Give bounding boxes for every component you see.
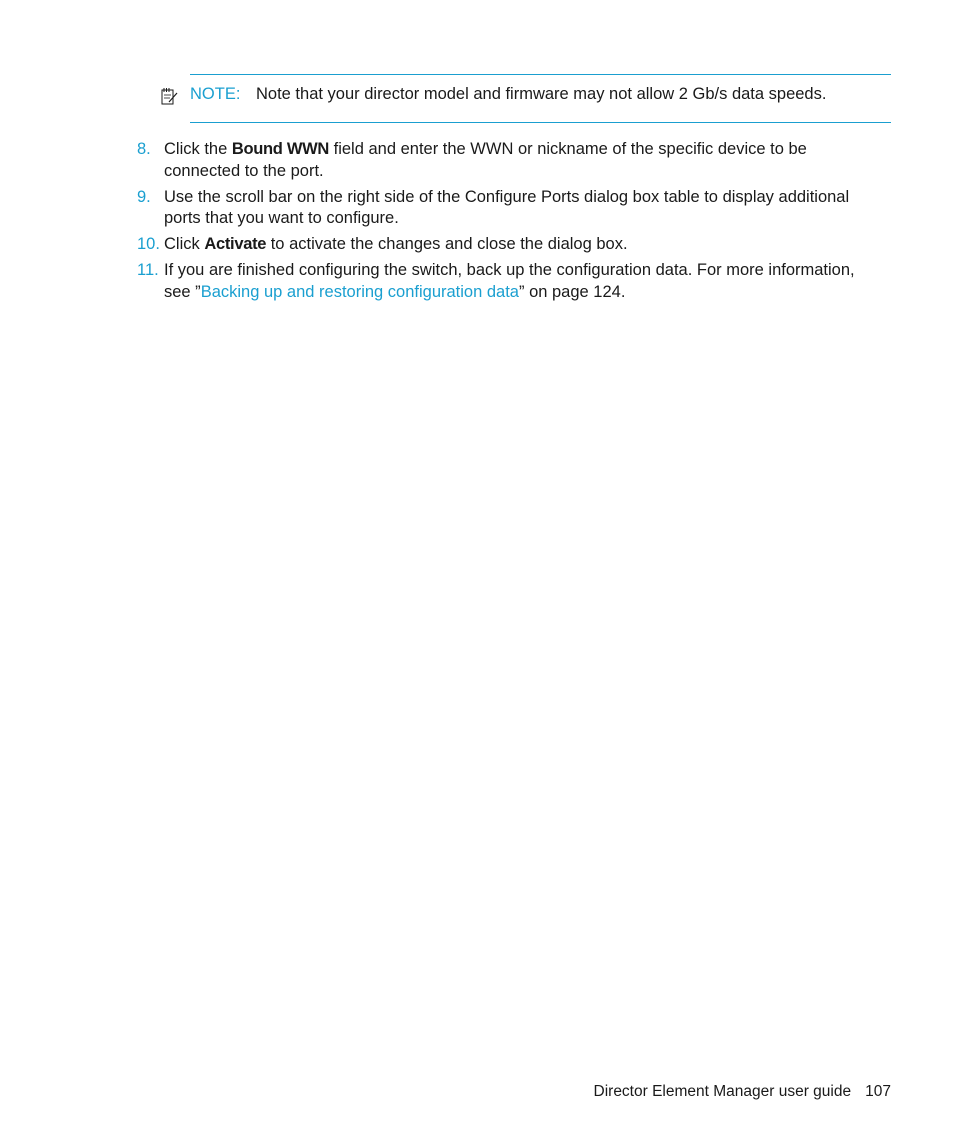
ui-term-activate: Activate [204,235,267,253]
step-line: ports that you want to configure. [164,209,399,227]
step-9 [137,187,897,230]
page-footer [594,1083,891,1101]
page-number: 107 [865,1083,891,1100]
step-text: to activate the changes and close the dialog box. [266,235,628,253]
step-line [164,234,897,256]
step-line [164,282,897,304]
note-text: Note that your director model and firmware may not allow 2 Gb/s data speeds. [256,85,827,103]
note-icon [161,87,178,106]
step-number: 9. [137,187,151,206]
step-list [137,139,897,308]
step-text: Click [164,235,205,253]
step-8 [137,139,897,182]
note-box [190,74,891,123]
step-line: Use the scroll bar on the right side of the Configure Ports dialog box table to display additional [164,187,850,206]
step-text: Click the [164,140,232,158]
step-10 [137,234,897,256]
step-number: 10. [137,235,160,253]
step-line: connected to the port. [164,161,324,180]
note-label: NOTE: [190,85,241,103]
step-text: see ” [164,282,201,301]
step-number: 8. [137,140,151,158]
cross-reference-link[interactable]: Backing up and restoring configuration data [200,282,519,301]
step-11 [137,260,897,303]
step-line: If you are finished configuring the switch, back up the configuration data. For more information, [164,261,855,279]
step-text: ” on page 124. [518,282,626,301]
step-line [164,139,897,161]
step-number: 11. [137,261,159,279]
ui-term-bound-wwn: Bound WWN [231,140,330,158]
footer-title: Director Element Manager user guide [593,1083,852,1100]
step-text: field and enter the WWN or nickname of the specific device to be [329,140,807,158]
